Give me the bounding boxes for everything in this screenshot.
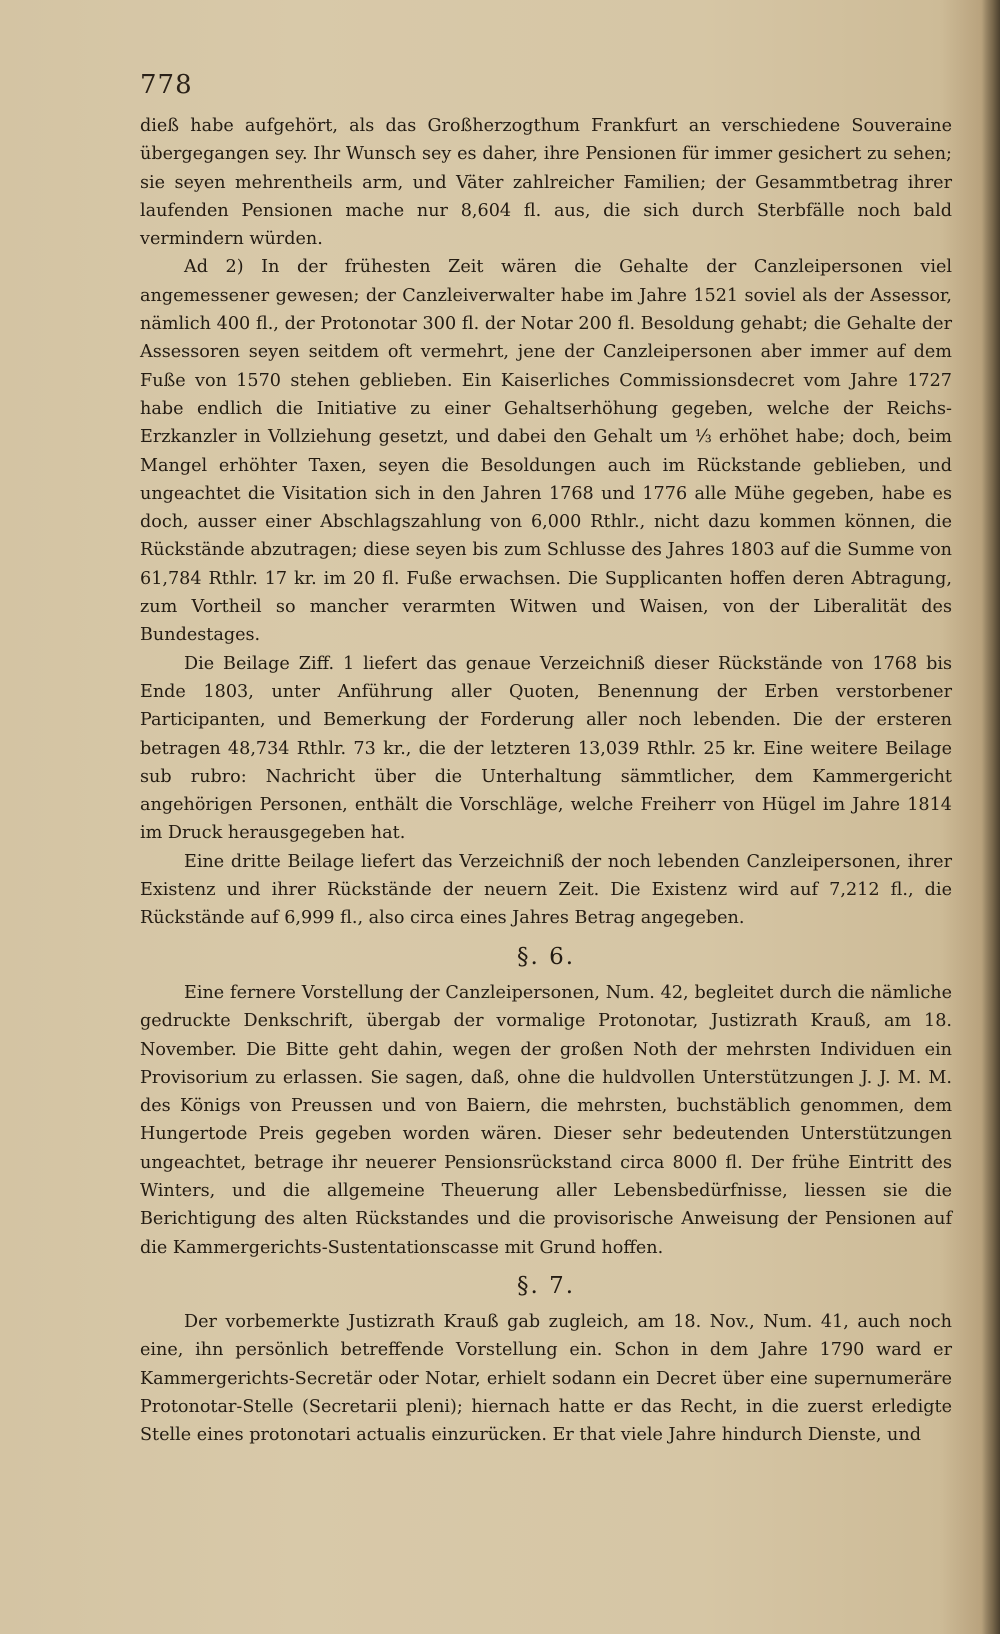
paragraph-section-6: Eine fernere Vorstellung der Canzleipersonen, Num. 42, begleitet durch die nämliche gedruckte Denkschrift, übergab der vormalige Protonotar, Justizrath Krauß, am 18. November. Die Bitte geht dahin, wegen der großen Noth der mehrsten Individuen ein Provisorium zu erlassen. Sie sagen, daß, ohne die huldvollen Unterstützungen J. J. M. M. des Königs von Preussen und von Baiern, die mehrsten, buchstäblich genommen, dem Hungertode Preis gegeben worden wären. Dieser sehr bedeutenden Unterstützungen ungeachtet, betrage ihr neuerer Pensionsrückstand circa 8000 fl. Der frühe Eintritt des Winters, und die allgemeine Theuerung aller Lebensbedürfnisse, liessen sie die Berichtigung des alten Rückstandes und die provisorische Anweisung der Pensionen auf die Kammergerichts-Sustentationscasse mit Grund hoffen.	[140, 982, 952, 1258]
section-heading-6: §. 6.	[516, 943, 576, 970]
paragraph-section-7: Der vorbemerkte Justizrath Krauß gab zugleich, am 18. Nov., Num. 41, auch noch eine, ihn persönlich betreffende Vorstellung ein. Schon in dem Jahre 1790 ward er Kammergerichts-Secretär oder Notar, erhielt sodann ein Decret über eine supernumeräre Protonotar-Stelle (Secretarii pleni); hiernach hatte er das Recht, in die zuerst erledigte Stelle eines protonotari actualis einzurücken. Er that viele Jahre hindurch Dienste, und	[140, 1312, 952, 1446]
page-edge-shadow	[982, 0, 1000, 1634]
page-number: 778	[140, 70, 193, 100]
paragraph-beilage-1: Die Beilage Ziff. 1 liefert das genaue Verzeichniß dieser Rückstände von 1768 bis Ende 1803, unter Anführung aller Quoten, Benennung der Erben verstorbener Participanten, und Bemerkung der Forderung aller noch lebenden. Die der ersteren betragen 48,734 Rthlr. 73 kr., die der letzteren 13,039 Rthlr. 25 kr. Eine weitere Beilage sub rubro: Nachricht über die Unterhaltung sämmtlicher, dem Kammergericht angehörigen Personen, enthält die Vorschläge, welche Freiherr von Hügel im Jahre 1814 im Druck herausgegeben hat.	[140, 653, 952, 844]
section-heading-7: §. 7.	[516, 1272, 576, 1299]
paragraph-dritte-beilage: Eine dritte Beilage liefert das Verzeichniß der noch lebenden Canzleipersonen, ihrer Existenz und ihrer Rückstände der neuern Zeit. Die Existenz wird auf 7,212 fl., die Rückstände auf 6,999 fl., also circa eines Jahres Betrag angegeben.	[140, 851, 952, 929]
body-text	[140, 112, 952, 1450]
paragraph-ad-2: Ad 2) In der frühesten Zeit wären die Gehalte der Canzleipersonen viel angemessener gewesen; der Canzleiverwalter habe im Jahre 1521 soviel als der Assessor, nämlich 400 fl., der Protonotar 300 fl. der Notar 200 fl. Besoldung gehabt; die Gehalte der Assessoren seyen seitdem oft vermehrt, jene der Canzleipersonen aber immer auf dem Fuße von 1570 stehen geblieben. Ein Kaiserliches Commissionsdecret vom Jahre 1727 habe endlich die Initiative zu einer Gehaltserhöhung gegeben, welche der Reichs-Erzkanzler in Vollziehung gesetzt, und dabei den Gehalt um ⅓ erhöhet habe; doch, beim Mangel erhöhter Taxen, seyen die Besoldungen auch im Rückstande geblieben, und ungeachtet die Visitation sich in den Jahren 1768 und 1776 alle Mühe gegeben, habe es doch, ausser einer Abschlagszahlung von 6,000 Rthlr., nicht dazu kommen können, die Rückstände abzutragen; diese seyen bis zum Schlusse des Jahres 1803 auf die Summe von 61,784 Rthlr. 17 kr. im 20 fl. Fuße erwachsen. Die Supplicanten hoffen deren Abtragung, zum Vortheil so mancher verarmten Witwen und Waisen, von der Liberalität des Bundestages.	[140, 257, 952, 646]
paragraph-continuation: dieß habe aufgehört, als das Großherzogthum Frankfurt an verschiedene Souveraine übergegangen sey. Ihr Wunsch sey es daher, ihre Pensionen für immer gesichert zu sehen; sie seyen mehrentheils arm, und Väter zahlreicher Familien; der Gesammtbetrag ihrer laufenden Pensionen mache nur 8,604 fl. aus, die sich durch Sterbfälle noch bald vermindern würden.	[140, 116, 952, 250]
